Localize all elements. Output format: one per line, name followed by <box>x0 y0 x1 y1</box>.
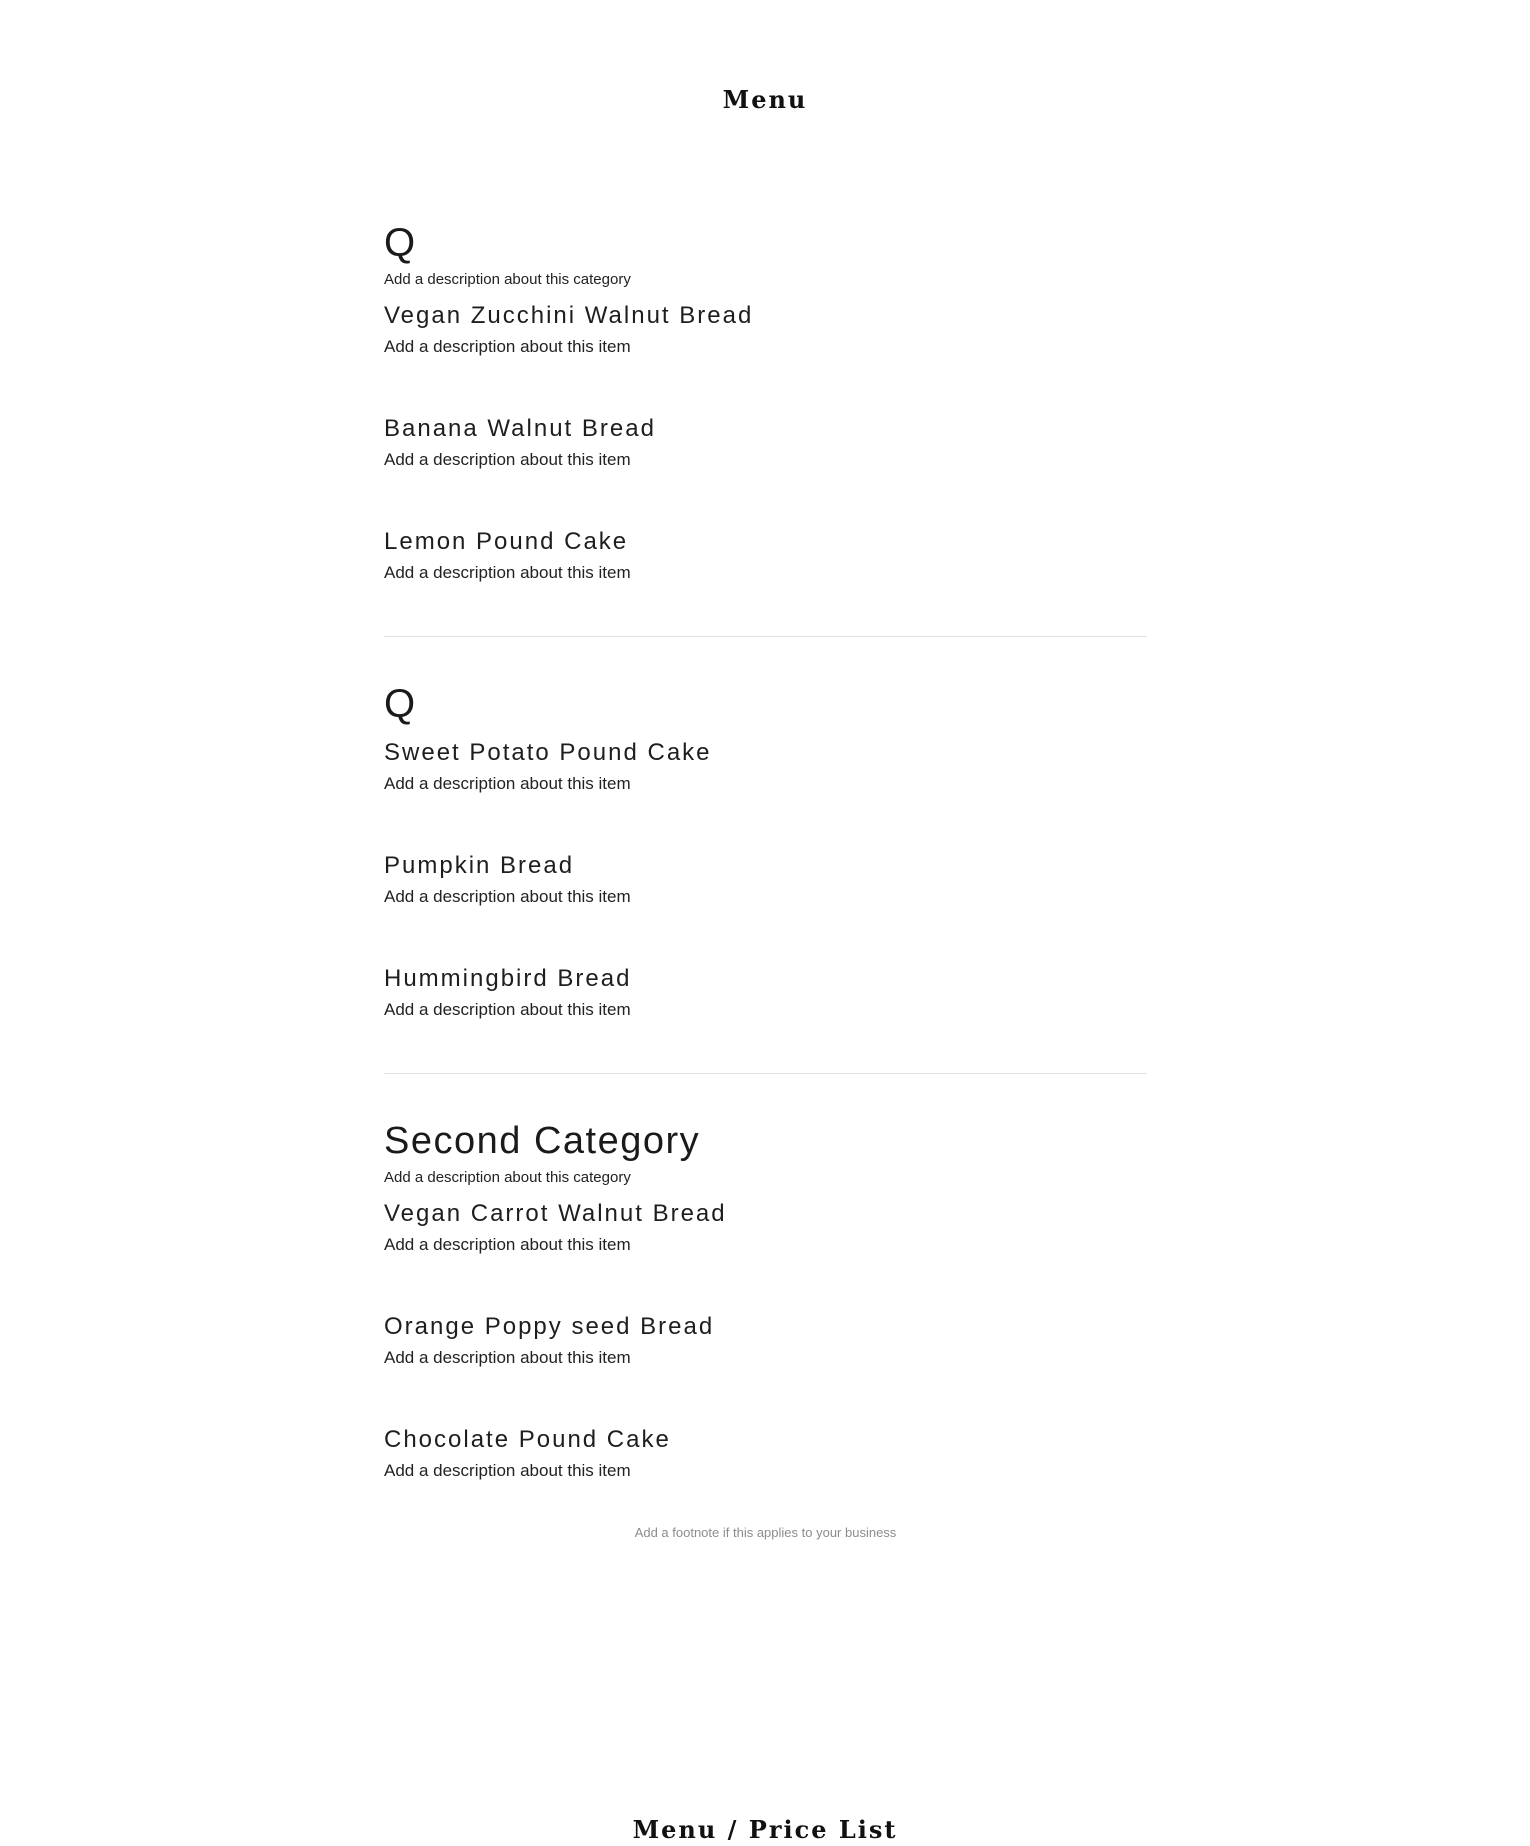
menu-item-name: Chocolate Pound Cake <box>384 1426 671 1453</box>
menu-item <box>384 1309 1147 1422</box>
menu-item-name: Lemon Pound Cake <box>384 528 629 555</box>
menu-list <box>384 220 1147 1542</box>
menu-category <box>384 220 1147 596</box>
menu-item-name: Vegan Carrot Walnut Bread <box>384 1200 727 1227</box>
menu-item-description: Add a description about this item <box>384 887 631 906</box>
menu-category <box>384 1118 1147 1494</box>
menu-item <box>384 735 1147 848</box>
menu-item-description: Add a description about this item <box>384 1235 631 1254</box>
menu-item-name: Vegan Zucchini Walnut Bread <box>384 302 754 329</box>
category-title: Q <box>384 221 416 265</box>
category-divider <box>384 636 1147 637</box>
menu-item-name: Orange Poppy seed Bread <box>384 1313 715 1340</box>
menu-title: Menu <box>722 85 808 114</box>
category-description: Add a description about this category <box>384 1169 631 1186</box>
menu-item-name: Pumpkin Bread <box>384 852 575 879</box>
menu-item-description: Add a description about this item <box>384 1348 631 1367</box>
menu-item-description: Add a description about this item <box>384 563 631 582</box>
menu-footnote: Add a footnote if this applies to your business <box>634 1525 897 1540</box>
price-list-title: Menu / Price List <box>632 1815 898 1844</box>
menu-item <box>384 961 1147 1033</box>
menu-item-description: Add a description about this item <box>384 1000 631 1019</box>
category-description: Add a description about this category <box>384 271 631 288</box>
menu-item-description: Add a description about this item <box>384 1461 631 1480</box>
menu-item <box>384 411 1147 524</box>
category-title: Q <box>384 682 416 726</box>
menu-item-description: Add a description about this item <box>384 774 631 793</box>
menu-item-name: Banana Walnut Bread <box>384 415 656 442</box>
category-divider <box>384 1073 1147 1074</box>
menu-item-name: Hummingbird Bread <box>384 965 632 992</box>
menu-item <box>384 298 1147 411</box>
category-title: Second Category <box>384 1120 701 1162</box>
menu-item <box>384 524 1147 596</box>
menu-item <box>384 1196 1147 1309</box>
menu-item-description: Add a description about this item <box>384 450 631 469</box>
menu-item-description: Add a description about this item <box>384 337 631 356</box>
category-items <box>384 1196 1147 1494</box>
category-items <box>384 735 1147 1033</box>
menu-item <box>384 848 1147 961</box>
menu-category <box>384 681 1147 1033</box>
menu-item-name: Sweet Potato Pound Cake <box>384 739 712 766</box>
menu-item <box>384 1422 1147 1494</box>
category-items <box>384 298 1147 596</box>
